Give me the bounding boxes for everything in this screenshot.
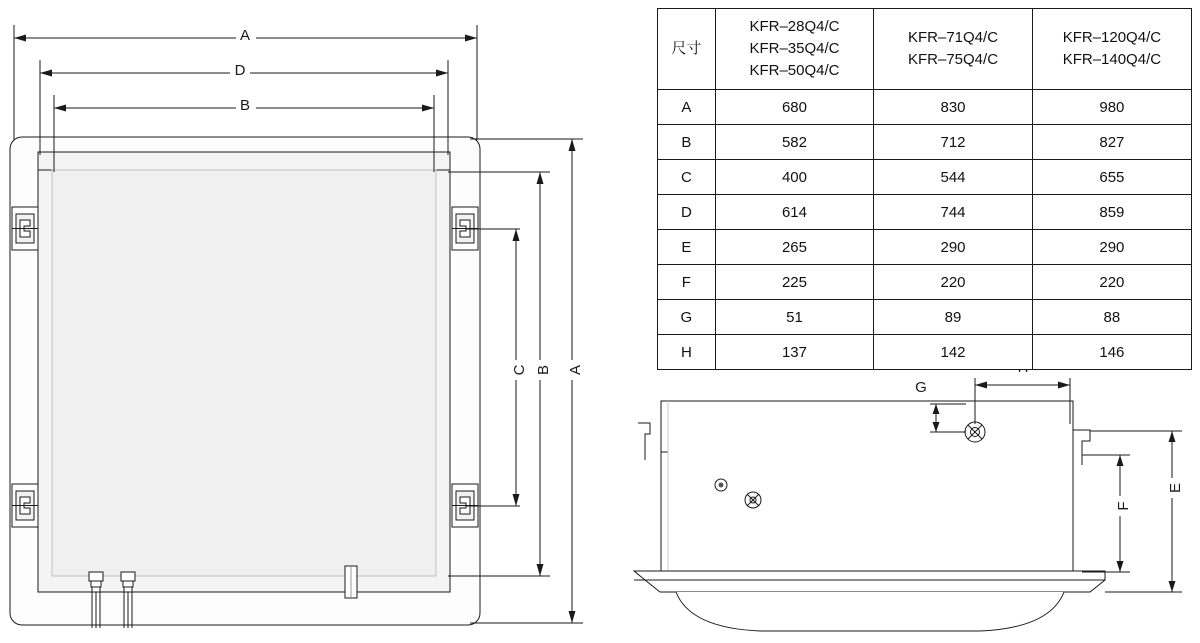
row-value: 400 xyxy=(715,160,874,195)
row-value: 680 xyxy=(715,90,874,125)
row-value: 137 xyxy=(715,335,874,370)
row-value: 712 xyxy=(874,125,1033,160)
header-dimension-label: 尺寸 xyxy=(658,9,716,90)
row-value: 290 xyxy=(874,230,1033,265)
table-row xyxy=(658,195,1192,230)
label-a-right: A xyxy=(567,364,584,376)
side-fitting-hex xyxy=(745,492,761,508)
label-d-top: D xyxy=(234,62,246,79)
model-name: KFR–28Q4/C xyxy=(749,18,840,36)
label-g: G xyxy=(915,379,927,396)
plan-drain-slot xyxy=(345,566,357,598)
row-label: C xyxy=(658,160,716,195)
row-value: 655 xyxy=(1032,160,1191,195)
row-label: B xyxy=(658,125,716,160)
table-row xyxy=(658,300,1192,335)
row-value: 744 xyxy=(874,195,1033,230)
table-row xyxy=(658,335,1192,370)
row-label: G xyxy=(658,300,716,335)
label-a-top: A xyxy=(239,27,251,44)
table-header-row xyxy=(658,9,1192,90)
label-b-right: B xyxy=(535,364,552,376)
row-value: 225 xyxy=(715,265,874,300)
row-value: 827 xyxy=(1032,125,1191,160)
side-right-hook xyxy=(1073,430,1090,465)
row-value: 980 xyxy=(1032,90,1191,125)
model-name: KFR–50Q4/C xyxy=(749,61,840,79)
row-value: 290 xyxy=(1032,230,1191,265)
row-label: H xyxy=(658,335,716,370)
model-name: KFR–35Q4/C xyxy=(749,40,840,58)
side-left-hook xyxy=(638,423,650,460)
row-value: 859 xyxy=(1032,195,1191,230)
label-f: F xyxy=(1115,501,1132,511)
row-value: 265 xyxy=(715,230,874,265)
row-value: 830 xyxy=(874,90,1033,125)
label-b-top: B xyxy=(239,97,251,114)
dimension-a-right xyxy=(470,139,583,623)
model-name: KFR–71Q4/C xyxy=(907,29,999,47)
model-name: KFR–140Q4/C xyxy=(1062,51,1162,68)
row-value: 614 xyxy=(715,195,874,230)
side-bottom-panel xyxy=(634,571,1105,592)
model-name: KFR–75Q4/C xyxy=(907,51,999,68)
table-row xyxy=(658,90,1192,125)
row-label: F xyxy=(658,265,716,300)
label-c-right: C xyxy=(511,364,528,376)
header-model-column-2 xyxy=(874,9,1033,90)
header-model-column-3 xyxy=(1032,9,1191,90)
plan-hanger-bracket-bottom-left xyxy=(12,484,38,527)
side-fitting-small xyxy=(715,479,727,491)
model-name: KFR–120Q4/C xyxy=(1062,29,1162,47)
table-row xyxy=(658,125,1192,160)
plan-hanger-bracket-top-left xyxy=(12,207,38,250)
row-value: 544 xyxy=(874,160,1033,195)
row-value: 146 xyxy=(1032,335,1191,370)
row-value: 89 xyxy=(874,300,1033,335)
row-value: 220 xyxy=(874,265,1033,300)
label-e: E xyxy=(1167,482,1184,494)
table-row xyxy=(658,265,1192,300)
row-value: 142 xyxy=(874,335,1033,370)
row-label: D xyxy=(658,195,716,230)
header-model-column-1 xyxy=(715,9,874,90)
side-drain-port xyxy=(965,422,985,442)
dimension-table xyxy=(657,8,1192,370)
plan-chassis xyxy=(52,170,436,576)
row-label: A xyxy=(658,90,716,125)
side-drain-pan xyxy=(676,592,1064,631)
row-label: E xyxy=(658,230,716,265)
row-value: 51 xyxy=(715,300,874,335)
row-value: 220 xyxy=(1032,265,1191,300)
row-value: 88 xyxy=(1032,300,1191,335)
row-value: 582 xyxy=(715,125,874,160)
table-row xyxy=(658,160,1192,195)
table-row xyxy=(658,230,1192,265)
